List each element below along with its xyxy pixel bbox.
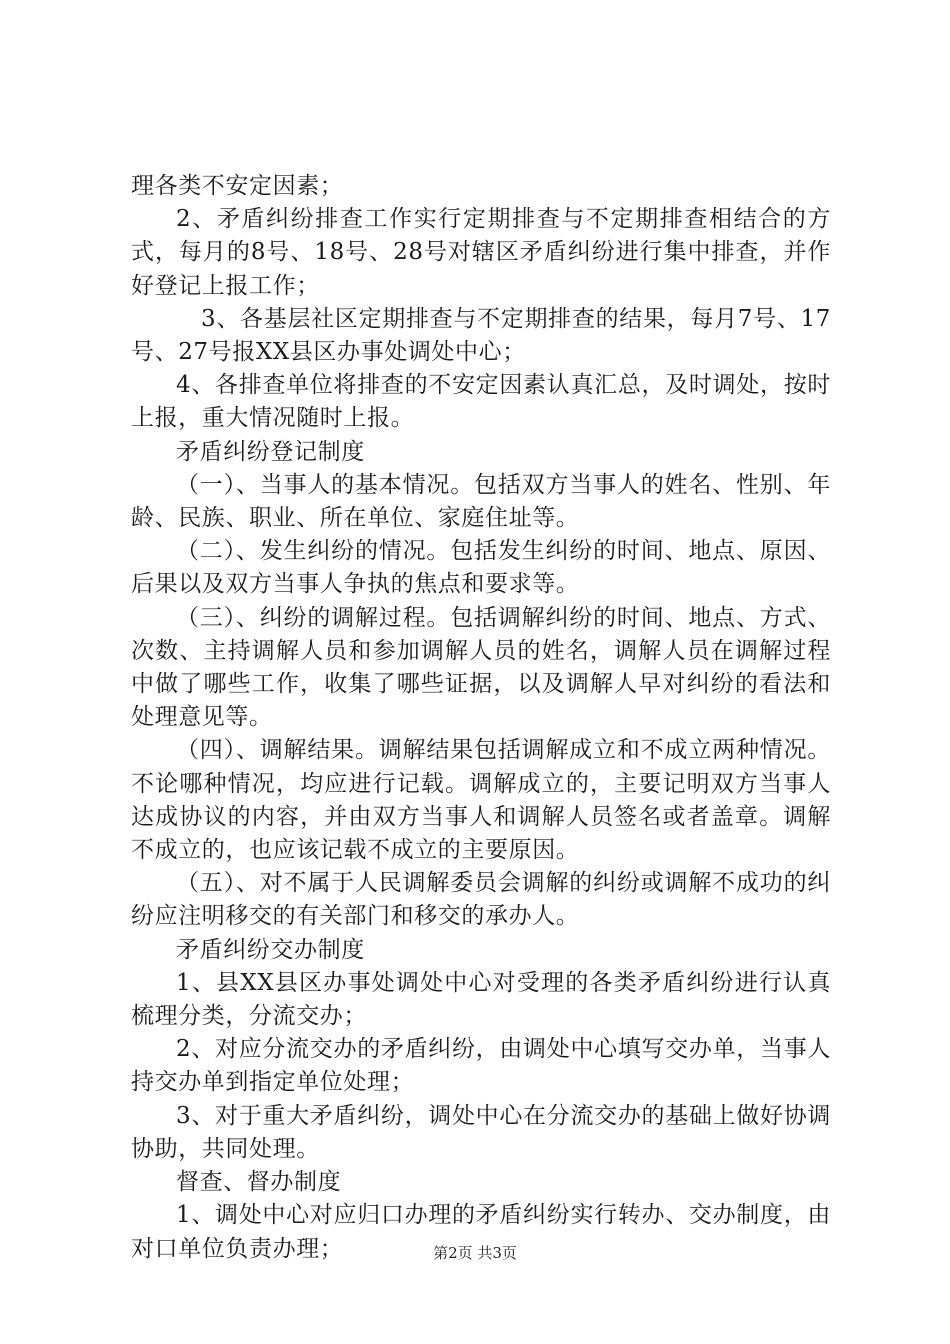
page-footer	[0, 1243, 950, 1263]
document-body	[131, 170, 831, 1266]
section-heading: 矛盾纠纷登记制度	[176, 438, 365, 465]
paragraph: 4、各排查单位将排查的不安定因素认真汇总，及时调处，按时上报，重大情况随时上报。	[131, 372, 831, 432]
paragraph: 理各类不安定因素；	[131, 173, 344, 199]
paragraph: （一）、当事人的基本情况。包括双方当事人的姓名、性别、年龄、民族、职业、所在单位、家庭住址等。	[131, 471, 831, 532]
paragraph: 2、矛盾纠纷排查工作实行定期排查与不定期排查相结合的方式，每月的8号、18号、28号对辖区矛盾纠纷进行集中排查，并作好登记上报工作；	[131, 206, 831, 299]
paragraph: （二）、发生纠纷的情况。包括发生纠纷的时间、地点、原因、后果以及双方当事人争执的焦点和要求等。	[131, 538, 831, 598]
paragraph: 1、调处中心对应归口办理的矛盾纠纷实行转办、交办制度，由对口单位负责办理；	[131, 1202, 831, 1262]
paragraph: （四）、调解结果。调解结果包括调解成立和不成立两种情况。不论哪种情况，均应进行记载。调解成立的，主要记明双方当事人达成协议的内容，并由双方当事人和调解人员签名或者盖章。调解不成立的，也应该记载不成立的主要原因。	[131, 737, 831, 864]
page-number-label: 第2页 共3页	[433, 1244, 517, 1262]
paragraph: （五）、对不属于人民调解委员会调解的纠纷或调解不成功的纠纷应注明移交的有关部门和移交的承办人。	[131, 870, 831, 930]
paragraph: 1、县XX县区办事处调处中心对受理的各类矛盾纠纷进行认真梳理分类，分流交办；	[131, 969, 831, 1030]
section-heading: 督查、督办制度	[176, 1169, 342, 1196]
paragraph: 2、对应分流交办的矛盾纠纷，由调处中心填写交办单，当事人持交办单到指定单位处理；	[131, 1036, 831, 1096]
paragraph: 3、对于重大矛盾纠纷，调处中心在分流交办的基础上做好协调协助，共同处理。	[131, 1102, 831, 1162]
paragraph: 3、各基层社区定期排查与不定期排查的结果，每月7号、17号、27号报XX县区办事处调处中心；	[131, 305, 831, 366]
section-heading: 矛盾纠纷交办制度	[176, 936, 365, 963]
paragraph: （三）、纠纷的调解过程。包括调解纠纷的时间、地点、方式、次数、主持调解人员和参加调解人员的姓名，调解人员在调解过程中做了哪些工作，收集了哪些证据，以及调解人早对纠纷的看法和处理意见等。	[131, 604, 831, 731]
